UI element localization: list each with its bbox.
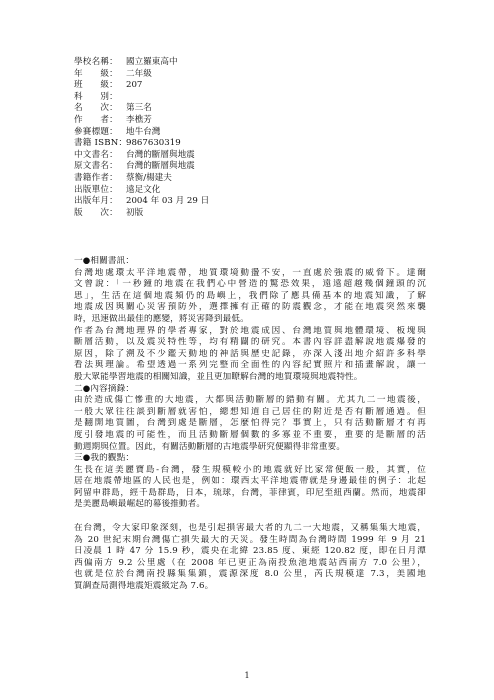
text-line: 文曾說：「一秒鐘的地震在我們心中營造的驚恐效果，遠遠超越幾個鐘頭的沉 <box>74 279 426 290</box>
meta-value: 李樵芳 <box>126 114 152 125</box>
meta-value: 台灣的斷層與地震 <box>126 161 195 172</box>
meta-label: 出版年月： <box>74 196 118 207</box>
meta-label: 原文書名： <box>74 161 118 172</box>
text-line: 地震成因與關心災害預防外，選擇擁有正確的防震觀念，才能在地震突然來襲 <box>74 302 426 313</box>
meta-value: 9867630319 <box>126 138 181 149</box>
meta-value: 第三名 <box>126 103 152 114</box>
text-line: 質調查局測得地震矩震級定為 7.6。 <box>74 581 214 592</box>
meta-row <box>74 92 434 104</box>
text-line: 是翻開地質圖，台灣到處是斷層，怎麼怕得完？事實上，只有活動斷層才有再 <box>74 418 426 429</box>
text-line: 阿留申群島，經千島群島，日本，琉球，台灣，菲律賓，印尼至紐西蘭。然而，地震卻 <box>74 487 426 498</box>
meta-label: 出版單位： <box>74 184 118 195</box>
meta-value: 台灣的斷層與地震 <box>126 149 195 160</box>
text-line: 看法與理論。希望透過一系列完整而全面性的內容紀實照片和插畫解說，讓一 <box>74 360 426 371</box>
text-line: 般大眾能學習地震的相關知識，並且更加瞭解台灣的地質環境與地震特性。 <box>74 371 363 382</box>
meta-value: 2004 年 03 月 29 日 <box>126 196 210 207</box>
text-line: 也就是位於台灣南投縣集集鎮，震源深度 8.0 公里，芮氏規模達 7.3，美國地 <box>74 569 426 580</box>
meta-row <box>74 196 434 208</box>
text-line: 為 20 世紀末期台灣傷亡損失最大的天災。發生時間為台灣時間 1999 年 9 月 21 <box>74 534 426 545</box>
meta-label: 版 次： <box>74 207 118 218</box>
meta-row <box>74 150 434 162</box>
meta-label: 書籍 ISBN： <box>74 138 128 149</box>
section-heading: 一●相關書訊： <box>74 256 135 266</box>
text-line: 度引發地震的可能性，而且活動斷層個數的多寡並不重要，重要的是斷層的活 <box>74 429 426 440</box>
meta-label: 年 級： <box>74 68 118 79</box>
meta-row <box>74 138 434 150</box>
meta-value: 蔡衡/楊建夫 <box>126 172 172 183</box>
text-line: 作者為台灣地理界的學者專家，對於地震成因、台灣地質與地體環境、板塊與 <box>74 325 426 336</box>
meta-row <box>74 115 434 127</box>
meta-row <box>74 185 434 197</box>
text-line: 西偏南方 9.2 公里處（在 2008 年已更正為南投魚池地震站西南方 7.0 公里）， <box>74 557 426 568</box>
text-line: 台灣地處環太平洋地震帶，地質環境動盪不安，一直處於強震的威脅下。達爾 <box>74 267 426 278</box>
meta-label: 參賽標題： <box>74 126 118 137</box>
meta-row <box>74 127 434 139</box>
meta-row <box>74 103 434 115</box>
meta-label: 作 者： <box>74 114 118 125</box>
meta-value: 初版 <box>126 207 144 218</box>
meta-label: 科 別： <box>74 91 118 102</box>
paragraph-gap <box>74 511 426 523</box>
text-line: 居在地震帶地區的人民也是，例如：環西太平洋地震帶就是身邊最佳的例子：北起 <box>74 476 426 487</box>
page-number: 1 <box>244 671 250 680</box>
meta-row <box>74 69 434 81</box>
meta-label: 書籍作者： <box>74 172 118 183</box>
text-line: 原因，除了溯及不少鑑天動地的神話與歷史記錄，亦深入淺出地介紹許多科學 <box>74 348 426 359</box>
meta-value: 國立羅東高中 <box>126 57 178 67</box>
meta-value: 207 <box>126 80 143 91</box>
section-heading: 三●我的觀點： <box>74 453 135 464</box>
text-line: 在台灣，令大家印象深刻，也是引起損害最大者的九二一大地震，又稱集集大地震， <box>74 523 426 534</box>
text-line: 由於造成傷亡慘重的大地震，大都與活動斷層的錯動有關。尤其九二一地震後， <box>74 395 426 406</box>
text-line: 是美麗島嶼最崛起的幕後推動者。 <box>74 499 206 510</box>
meta-row <box>74 80 434 92</box>
text-line: 動週期與位置。因此，有關活動斷層的古地震學研究便顯得非常重要。 <box>74 441 346 452</box>
text-line: 日凌晨 1 時 47 分 15.9 秒，震央在北緯 23.85 度、東經 120.82 度，即在日月潭 <box>74 546 426 557</box>
meta-value: 地牛台灣 <box>126 126 161 137</box>
meta-value: 遠足文化 <box>126 184 161 195</box>
meta-label: 學校名稱： <box>74 57 118 67</box>
meta-row <box>74 57 434 69</box>
meta-row <box>74 173 434 185</box>
meta-label: 名 次： <box>74 103 118 114</box>
section-heading: 二●內容摘錄： <box>74 383 135 394</box>
text-line: 生長在這美麗寶島-台灣，發生規模較小的地震就好比家常便飯一般，其實，位 <box>74 464 426 475</box>
text-line: 一般大眾往往談到斷層就害怕，總想知道自己居住的附近是否有斷層通過。但 <box>74 406 426 417</box>
text-line: 時，迅速做出最佳的應變，將災害降到最低。 <box>74 313 249 324</box>
meta-row <box>74 208 434 220</box>
text-line: 斷層活動，以及震災特性等，均有精闢的研究。本書內容詳盡解說地震爆發的 <box>74 337 426 348</box>
document-body <box>74 256 426 593</box>
meta-value: 二年級 <box>126 68 152 79</box>
meta-label: 班 級： <box>74 80 118 91</box>
text-line: 思」，生活在這個地震頻仍的島嶼上，我們除了應具備基本的地震知識，了解 <box>74 290 426 301</box>
book-metadata <box>74 57 434 219</box>
meta-label: 中文書名： <box>74 149 118 160</box>
meta-row <box>74 161 434 173</box>
